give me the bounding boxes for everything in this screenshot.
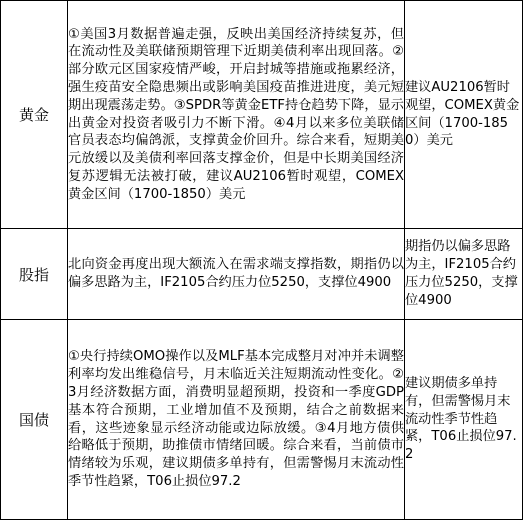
analysis-cell: 北向资金再度出现大额流入在需求端支撑指数，期指仍以偏多思路为主，IF2105合约压力位5250，支撑位4900 [68,229,405,320]
strategy-cell: 建议AU2106暂时观望，COMEX黄金区间（1700-1850）美元 [405,1,523,229]
category-cell: 股指 [1,229,68,320]
table-row-stock-index [1,229,523,320]
table-row-treasury [1,320,523,520]
category-cell: 国债 [1,320,68,520]
analysis-cell: ①央行持续OMO操作以及MLF基本完成整月对冲并未调整利率均发出维稳信号，月末临近关注短期流动性变化。②3月经济数据方面，消费明显超预期，投资和一季度GDP基本符合预期，工业增加值不及预期，结合之前数据来看，这些迹象显示经济动能或边际放缓。③4月地方债供给略低于预期，助推债市情绪回暖。综合来看，当前债市情绪较为乐观，建议期债多单持有，但需警惕月末流动性季节性趋紧，T06止损位97.2 [68,320,405,520]
table-row-gold [1,1,523,229]
strategy-cell: 建议期债多单持有，但需警惕月末流动性季节性趋紧，T06止损位97.2 [405,320,523,520]
category-cell: 黄金 [1,1,68,229]
analysis-cell: ①美国3月数据普遍走强，反映出美国经济持续复苏，但在流动性及美联储预期管理下近期美债利率出现回落。②部分欧元区国家疫情严峻，开启封城等措施或拖累经济，强生疫苗安全隐患频出或影响美国疫苗推进进度，美元短期出现震荡走势。③SPDR等黄金ETF持仓趋势下降，显示出黄金对投资者吸引力不断下滑。④4月以来多位美联储官员表态均偏鸽派，支撑黄金价回升。综合来看，短期美元放缓以及美债利率回落支撑金价，但是中长期美国经济复苏逻辑无法被打破，建议AU2106暂时观望，COMEX黄金区间（1700-1850）美元 [68,1,405,229]
strategy-cell: 期指仍以偏多思路为主，IF2105合约压力位5250，支撑位4900 [405,229,523,320]
